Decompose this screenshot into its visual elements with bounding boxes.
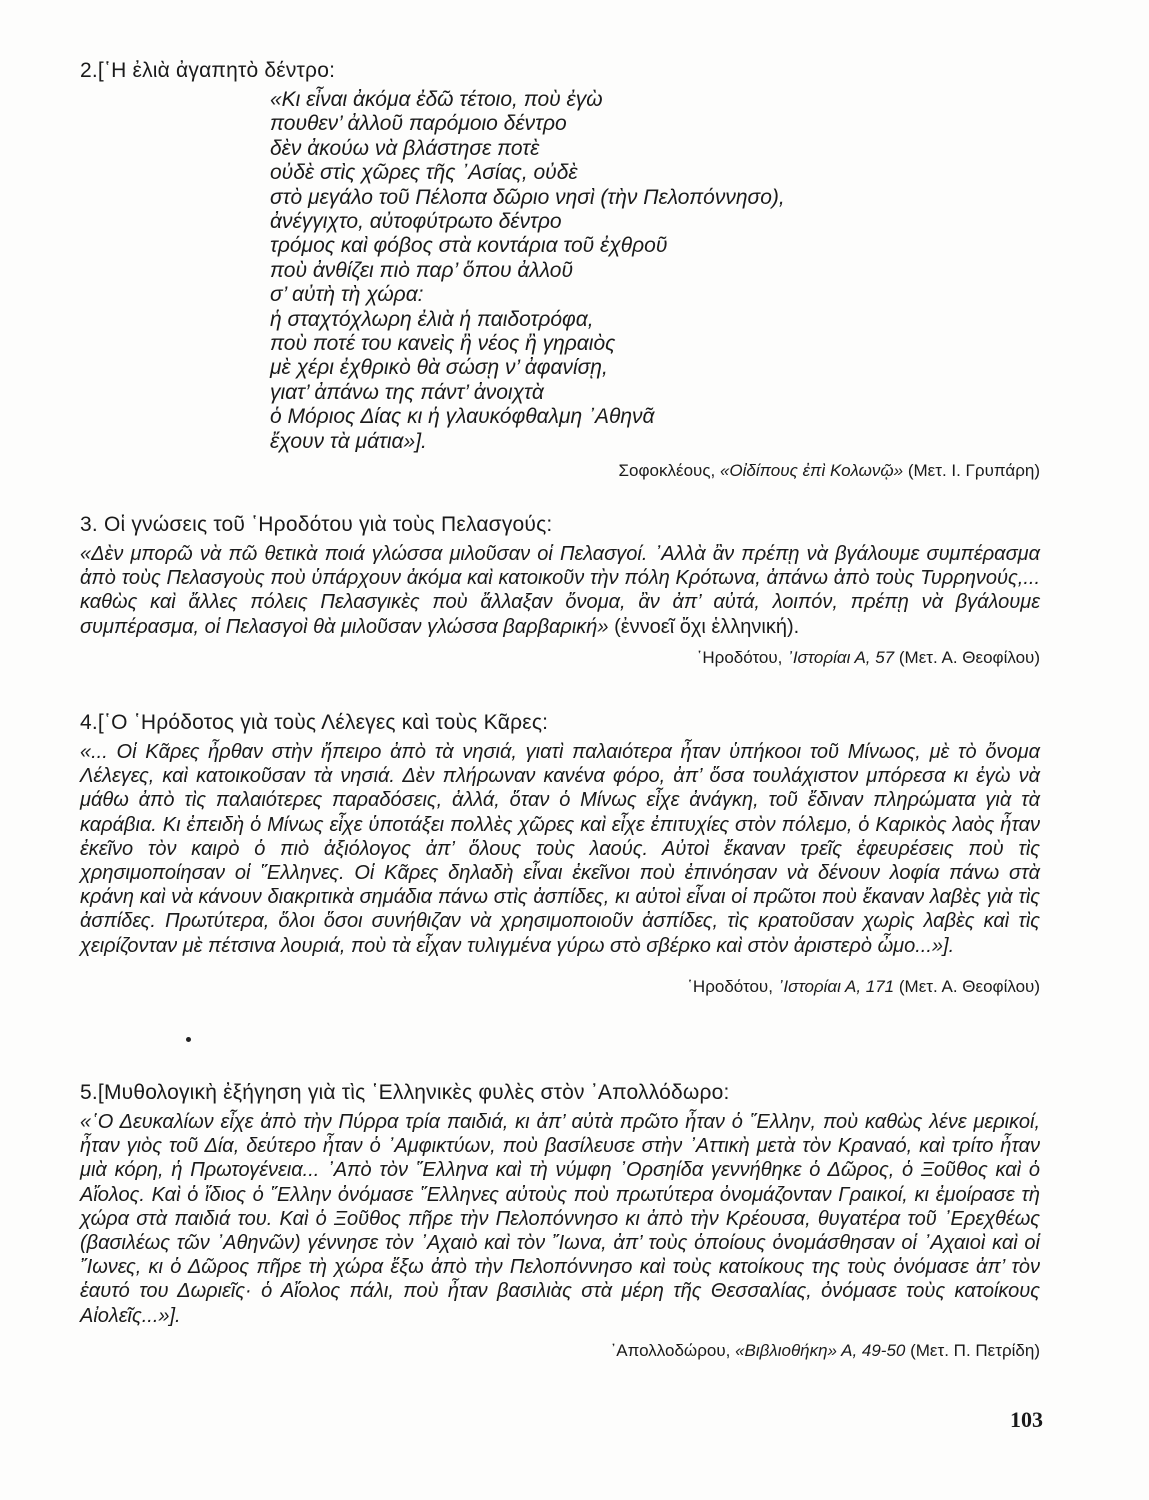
source-work: ᾿Ιστορίαι Α, 171 <box>777 976 895 996</box>
source-work: «Οἰδίπους ἐπὶ Κολωνῷ» <box>719 461 904 481</box>
section-4-heading: 4.[῾Ο ῾Ηρόδοτος γιὰ τοὺς Λέλεγες καὶ τοὺς Κᾶρες: <box>80 711 549 734</box>
source-work: ᾿Ιστορίαι Α, 57 <box>787 647 895 667</box>
section-5-quote: «῾Ο Δευκαλίων εἶχε ἀπὸ τὴν Πύρρα τρία παιδιά, κι ἀπ’ αὐτὰ πρῶτο ἦταν ὁ ῞Ελλην, ποὺ καθὼς λένε μερικοί, ἦταν γιὸς τοῦ Δία, δεύτερο ἦταν ὁ ᾿Αμφικτύων, ποὺ βασίλευσε στὴν ᾿Αττικὴ μετὰ τὸν Κραναό, καὶ τρίτο ἦταν μιὰ κόρη, ἡ Πρωτογένεια... ᾿Απὸ τὸν ῞Ελληνα καὶ τὴ νύμφη ᾿Ορσηίδα γεννήθηκε ὁ Δῶρος, ὁ Ξοῦθος καὶ ὁ Αἴολος. Καὶ ὁ ἴδιος ὁ ῞Ελλην ὀνόμασε ῞Ελληνες αὐτοὺς ποὺ πρωτύτερα ὀνομάζονταν Γραικοί, κι ἐμοίρασε τὴ χώρα στὰ παιδιά του. Καὶ ὁ Ξοῦθος πῆρε τὴν Πελοπόννησο κι ἀπὸ τὴν Κρέουσα, θυγατέρα τοῦ ᾿Ερεχθέως (βασιλέως τῶν ᾿Αθηνῶν) γέννησε τὸν ᾿Αχαιὸ καὶ τὸν ῎Ιωνα, ἀπ’ τοὺς ὁποίους ὀνομάσθησαν οἱ ᾿Αχαιοὶ καὶ οἱ ῎Ιωνες, κι ὁ Δῶρος πῆρε τὴ χώρα ἔξω ἀπὸ τὴν Πελοπόννησο καὶ τοὺς κατοίκους της τοὺς ὀνόμασε ἀπ’ τὸν ἑαυτό του Δωριεῖς· ὁ Αἴολος πάλι, ποὺ ἦταν βασιλιὰς στὰ μέρη τῆς Θεσσαλίας, ὀνόμασε τοὺς κατοίκους Αἰολεῖς...»]. <box>80 1111 1040 1327</box>
section-3 <box>80 512 1040 669</box>
section-4 <box>80 710 1040 998</box>
section-2-source <box>80 460 1040 482</box>
poem-line: ἡ σταχτόχλωρη ἐλιὰ ἡ παιδοτρόφα, <box>270 307 594 331</box>
source-author: Σοφοκλέους, <box>618 461 716 481</box>
poem-line: δὲν ἀκούω νὰ βλάστησε ποτὲ <box>270 136 540 160</box>
poem-line: ποὺ ἀνθίζει πιὸ παρ’ ὅπου ἀλλοῦ <box>270 258 573 282</box>
poem-line: γιατ’ ἀπάνω της πάντ’ ἀνοιχτὰ <box>270 380 544 404</box>
section-5-heading: 5.[Μυθολογικὴ ἐξήγηση γιὰ τὶς ῾Ελληνικὲς φυλὲς στὸν ᾿Απολλόδωρο: <box>80 1081 730 1104</box>
source-translator: (Μετ. Π. Πετρίδη) <box>910 1340 1040 1360</box>
poem-line: ἔχουν τὰ μάτια»]. <box>270 429 427 453</box>
poem-line: ἀνέγγιχτο, αὐτοφύτρωτο δέντρο <box>270 210 562 234</box>
quote-text: «Δὲν μπορῶ νὰ πῶ θετικὰ ποιά γλώσσα μιλοῦσαν οἱ Πελασγοί. ᾿Αλλὰ ἂν πρέπῃ νὰ βγάλουμε συμπέρασμα ἀπὸ τοὺς Πελασγοὺς ποὺ ὑπάρχουν ἀκόμα καὶ κατοικοῦν τὴν πόλη Κρότωνα, ἀπάνω ἀπὸ τοὺς Τυρρηνούς,... καθὼς καὶ ἄλλες πόλεις Πελασγικὲς ποὺ ἄλλαξαν ὄνομα, ἂν ἀπ’ αὐτά, λοιπόν, πρέπῃ νὰ βγάλουμε συμπέρασμα, οἱ Πελασγοὶ θὰ μιλοῦσαν γλώσσα βαρβαρική» <box>80 543 1040 638</box>
section-3-heading: 3. Οἱ γνώσεις τοῦ ῾Ηροδότου γιὰ τοὺς Πελασγούς: <box>80 513 553 536</box>
poem <box>270 88 1040 454</box>
stray-dot <box>186 1037 191 1042</box>
section-4-source <box>80 976 1040 998</box>
poem-line: οὐδὲ στὶς χῶρες τῆς ᾿Ασίας, οὐδὲ <box>270 161 578 185</box>
poem-line: τρόμος καὶ φόβος στὰ κοντάρια τοῦ ἐχθροῦ <box>270 234 668 258</box>
source-author: ῾Ηροδότου, <box>696 647 783 667</box>
section-2-heading: 2.[῾Η ἐλιὰ ἀγαπητὸ δέντρο: <box>80 59 336 82</box>
section-3-source <box>80 647 1040 669</box>
poem-line: πουθεν’ ἀλλοῦ παρόμοιο δέντρο <box>270 112 567 136</box>
quote-note: (ἐννοεῖ ὄχι ἑλληνική). <box>614 615 800 638</box>
page-number: 103 <box>1010 1407 1043 1432</box>
section-4-quote: «... Οἱ Κᾶρες ἦρθαν στὴν ἤπειρο ἀπὸ τὰ νησιά, γιατὶ παλαιότερα ἦταν ὑπήκοοι τοῦ Μίνωος, μὲ τὸ ὄνομα Λέλεγες, καὶ κατοικοῦσαν τὰ νησιά. Δὲν πλήρωναν κανένα φόρο, ἀπ’ ὅσα τουλάχιστον μπόρεσα κι ἐγὼ νὰ μάθω ἀπὸ τὶς παλαιότερες παραδόσεις, ἀλλά, ὅταν ὁ Μίνως εἶχε ἀνάγκη, τοῦ ἔδιναν πληρώματα γιὰ τὰ καράβια. Κι ἐπειδὴ ὁ Μίνως εἶχε ὑποτάξει πολλὲς χῶρες καὶ εἶχε ἐπιτυχίες στὸν πόλεμο, ὁ Καρικὸς λαὸς ἦταν ἐκεῖνο τὸν καιρὸ ὁ πιὸ ἀξιόλογος ἀπ’ ὅλους τοὺς λαούς. Αὐτοὶ ἔκαναν τρεῖς ἐφευρέσεις ποὺ τὶς χρησιμοποίησαν οἱ ῞Ελληνες. Οἱ Κᾶρες δηλαδὴ εἶναι ἐκεῖνοι ποὺ ἐπινόησαν νὰ δένουν λοφία πάνω στὰ κράνη καὶ νὰ κάνουν διακριτικὰ σημάδια πάνω στὶς ἀσπίδες, κι αὐτοὶ εἶναι οἱ πρῶτοι ποὺ ἔκαναν λαβὲς γιὰ τὶς ἀσπίδες. Πρωτύτερα, ὅλοι ὅσοι συνήθιζαν νὰ χρησιμοποιοῦν ἀσπίδες, τὶς κρατοῦσαν χωρὶς λαβὲς καὶ τὶς χειρίζονταν μὲ πέτσινα λουριά, ποὺ τὰ εἶχαν τυλιγμένα γύρω στὸ σβέρκο καὶ στὸν ἀριστερὸ ὦμο...»]. <box>80 741 1040 957</box>
section-3-quote <box>80 542 1040 639</box>
poem-line: «Κι εἶναι ἀκόμα ἐδῶ τέτοιο, ποὺ ἐγὼ <box>270 88 603 111</box>
source-translator: (Μετ. Ι. Γρυπάρη) <box>907 461 1040 481</box>
section-2 <box>80 58 1040 482</box>
source-translator: (Μετ. Α. Θεοφίλου) <box>898 976 1040 996</box>
poem-line: στὸ μεγάλο τοῦ Πέλοπα δῶριο νησὶ (τὴν Πελοπόννησο), <box>270 185 785 209</box>
source-author: ᾿Απολλοδώρου, <box>610 1340 731 1360</box>
section-5 <box>80 1080 1040 1362</box>
poem-line: ὁ Μόριος Δίας κι ἡ γλαυκόφθαλμη ᾿Αθηνᾶ <box>270 405 655 429</box>
poem-line: σ’ αὐτὴ τὴ χώρα: <box>270 283 424 307</box>
section-5-source <box>80 1340 1040 1362</box>
source-translator: (Μετ. Α. Θεοφίλου) <box>898 647 1040 667</box>
source-work: «Βιβλιοθήκη» Α, 49-50 <box>735 1340 906 1360</box>
poem-line: ποὺ ποτέ του κανεὶς ἢ νέος ἢ γηραιὸς <box>270 332 616 356</box>
source-author: ῾Ηροδότου, <box>687 976 773 996</box>
poem-line: μὲ χέρι ἐχθρικὸ θὰ σώσῃ ν’ ἀφανίσῃ, <box>270 356 608 380</box>
